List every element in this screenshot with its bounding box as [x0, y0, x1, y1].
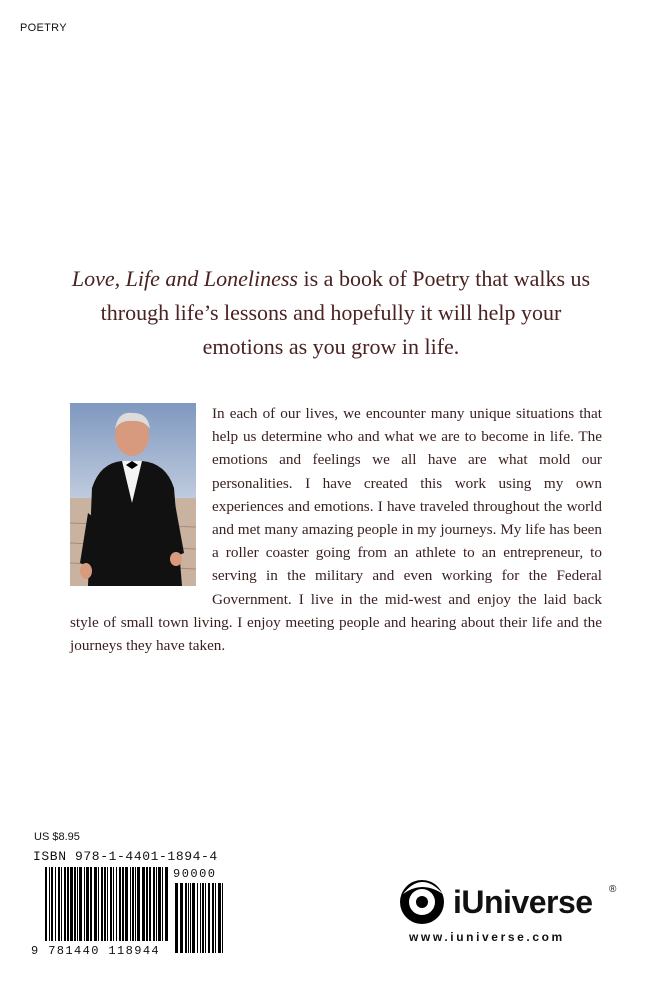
barcode-addon-bar — [192, 883, 195, 953]
barcode-addon-bar — [205, 883, 206, 953]
photo-spacer — [70, 402, 196, 585]
barcode-bar — [55, 867, 56, 941]
publisher-name: iUniverse — [453, 884, 593, 920]
barcode-bar — [158, 867, 161, 941]
barcode-addon-bar — [188, 883, 189, 953]
barcode-bar — [90, 867, 92, 941]
back-cover-blurb — [60, 262, 602, 364]
barcode-bar — [132, 867, 134, 941]
genre-label: POETRY — [20, 22, 67, 34]
author-bio — [70, 402, 602, 657]
price-label: US $8.95 — [34, 831, 80, 843]
barcode-bar — [125, 867, 128, 941]
barcode-addon-bar — [200, 883, 201, 953]
barcode-addon-bar — [197, 883, 198, 953]
barcode-addon-bar — [218, 883, 221, 953]
barcode-addon-bar — [215, 883, 216, 953]
blurb-text: is a book of Poetry that walks us through life’s lessons and hopefully it will help your emotions as you grow in life. — [100, 266, 591, 359]
barcode-bar — [149, 867, 151, 941]
barcode-bar — [67, 867, 69, 941]
barcode-addon-number: 90000 — [173, 867, 217, 881]
barcode-bar — [101, 867, 103, 941]
barcode-bar — [104, 867, 106, 941]
barcode-bar — [130, 867, 131, 941]
barcode-bar — [74, 867, 76, 941]
isbn-label: ISBN 978-1-4401-1894-4 — [33, 849, 218, 864]
barcode-bar — [113, 867, 114, 941]
barcode-bar — [119, 867, 121, 941]
author-bio-text: In each of our lives, we encounter many unique situations that help us determine who and what we are to become in life. The emotions and feelings we all have are what mold our personalities. I have created this work using my own experiences and emotions. I have traveled throughout the world and met many amazing people in my journeys. My life has been a roller coaster going from an athlete to an entrepreneur, to serving in the military and even working for the Federal Government. I live in the mid-west and enjoy the laid back style of small town living. I enjoy meeting people and hearing about their life and the journeys they have taken. — [70, 405, 602, 655]
barcode-bar — [58, 867, 60, 941]
barcode-bar — [61, 867, 62, 941]
barcode-addon-bar — [175, 883, 178, 953]
barcode-addon-bar — [222, 883, 223, 953]
barcode-addon-bar — [190, 883, 191, 953]
barcode-bar — [122, 867, 124, 941]
barcode-bar — [86, 867, 89, 941]
barcode-addon-bar — [185, 883, 187, 953]
barcode-bar — [142, 867, 145, 941]
barcode-bar — [135, 867, 136, 941]
barcode-addon-bar — [208, 883, 210, 953]
barcode-bar — [49, 867, 50, 941]
publisher-url: www.iuniverse.com — [409, 930, 565, 944]
barcode-bar — [116, 867, 117, 941]
barcode-addon-bar — [180, 883, 183, 953]
barcode-bar — [77, 867, 78, 941]
registered-mark: ® — [609, 884, 617, 895]
barcode-bar — [153, 867, 155, 941]
barcode-bar — [146, 867, 148, 941]
barcode-bar — [79, 867, 82, 941]
barcode-bar — [70, 867, 73, 941]
barcode-addon-bar — [212, 883, 214, 953]
iuniverse-swirl-logo-icon — [395, 874, 451, 930]
barcode-addon-bar — [202, 883, 204, 953]
isbn-barcode — [31, 849, 226, 959]
barcode-bar — [64, 867, 66, 941]
barcode-bar — [162, 867, 163, 941]
book-title: Love, Life and Loneliness — [71, 266, 298, 291]
barcode-bar — [156, 867, 157, 941]
barcode-bar — [110, 867, 112, 941]
barcode-icon — [31, 849, 226, 959]
barcode-bar — [45, 867, 47, 941]
barcode-digits: 9 781440 118944 — [31, 944, 161, 958]
publisher-logo — [395, 866, 625, 946]
barcode-bar — [51, 867, 53, 941]
barcode-bar — [84, 867, 85, 941]
barcode-bar — [94, 867, 97, 941]
barcode-bar — [165, 867, 168, 941]
barcode-bar — [137, 867, 140, 941]
barcode-bar — [98, 867, 99, 941]
barcode-bar — [107, 867, 108, 941]
